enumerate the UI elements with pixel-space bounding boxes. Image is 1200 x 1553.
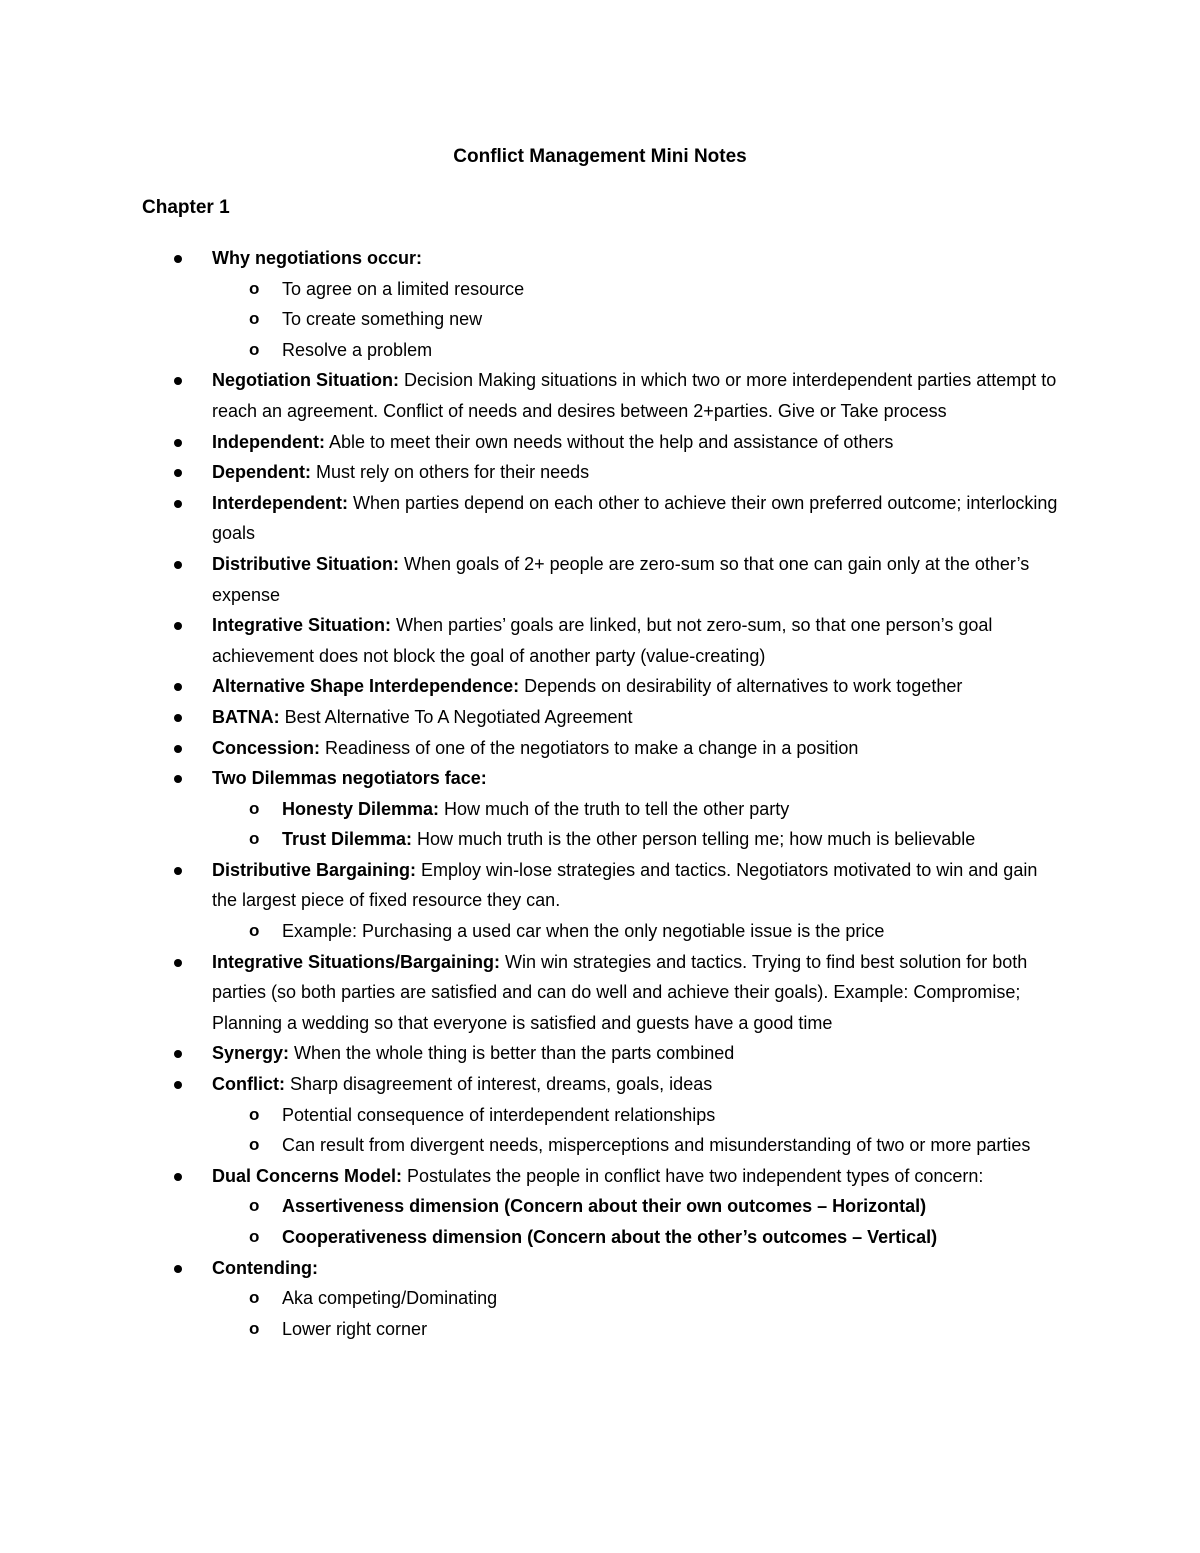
bullet-icon [174,1173,182,1181]
bullet-icon [174,500,182,508]
list-item: Dependent: Must rely on others for their needs [0,457,1062,488]
bullet-icon [174,683,182,691]
sub-bullet-icon: o [249,309,260,329]
list-item: Why negotiations occur: [0,243,1062,274]
sub-bullet-icon: o [249,829,260,849]
sub-bullet-icon: o [249,921,260,941]
sub-bullet-icon: o [249,1196,260,1216]
list-item: Alternative Shape Interdependence: Depends on desirability of alternatives to work together [0,671,1062,702]
sub-list-item: o Aka competing/Dominating [0,1283,1062,1314]
sub-list-item: o Resolve a problem [0,335,1062,366]
sub-list-item: o Can result from divergent needs, misperceptions and misunderstanding of two or more parties [0,1130,1062,1161]
sub-bullet-icon: o [249,1104,260,1124]
sub-list-item: o Assertiveness dimension (Concern about their own outcomes – Horizontal) [0,1191,1062,1222]
sub-list-item: o To agree on a limited resource [0,274,1062,305]
sub-list-item: o To create something new [0,304,1062,335]
bullet-icon [174,561,182,569]
bullet-icon [174,469,182,477]
bullet-icon [174,1081,182,1089]
list-item: Distributive Bargaining: Employ win-lose strategies and tactics. Negotiators motivated to win and gain the largest piece of fixed resource they can. [0,855,1062,916]
sub-list-item: o Lower right corner [0,1314,1062,1345]
document-title: Conflict Management Mini Notes [453,146,747,167]
bullet-icon [174,1050,182,1058]
bullet-icon [174,714,182,722]
sub-bullet-icon: o [249,278,260,298]
sub-bullet-icon: o [249,1318,260,1338]
list-item: Conflict: Sharp disagreement of interest, dreams, goals, ideas [0,1069,1062,1100]
bullet-icon [174,1265,182,1273]
bullet-icon [174,622,182,630]
list-item: Negotiation Situation: Decision Making situations in which two or more interdependent parties attempt to reach an agreement. Conflict of needs and desires between 2+parties. Give or Take process [0,365,1062,426]
bullet-icon [174,439,182,447]
bullet-icon [174,775,182,783]
sub-list-item: o Potential consequence of interdependent relationships [0,1100,1062,1131]
sub-bullet-icon: o [249,798,260,818]
list-item: Integrative Situations/Bargaining: Win win strategies and tactics. Trying to find best solution for both parties (so both parties are satisfied and can do well and achieve their goals). Example: Compromise; Planning a wedding so that everyone is satisfied and guests have a good time [0,947,1062,1039]
sub-bullet-icon: o [249,1135,260,1155]
list-item: Interdependent: When parties depend on each other to achieve their own preferred outcome; interlocking goals [0,488,1062,549]
list-item: Contending: [0,1253,1062,1284]
sub-list-item: o Example: Purchasing a used car when the only negotiable issue is the price [0,916,1062,947]
list-item: BATNA: Best Alternative To A Negotiated Agreement [0,702,1062,733]
list-item: Concession: Readiness of one of the negotiators to make a change in a position [0,733,1062,764]
sub-list-item: o Cooperativeness dimension (Concern about the other’s outcomes – Vertical) [0,1222,1062,1253]
sub-list-item: o Honesty Dilemma: How much of the truth to tell the other party [0,794,1062,825]
notes-list [0,243,1200,1344]
bullet-icon [174,377,182,385]
list-item: Integrative Situation: When parties’ goals are linked, but not zero-sum, so that one person’s goal achievement does not block the goal of another party (value-creating) [0,610,1062,671]
sub-list-item: o Trust Dilemma: How much truth is the other person telling me; how much is believable [0,824,1062,855]
list-item: Distributive Situation: When goals of 2+ people are zero-sum so that one can gain only at the other’s expense [0,549,1062,610]
sub-bullet-icon: o [249,1288,260,1308]
list-item: Synergy: When the whole thing is better than the parts combined [0,1038,1062,1069]
list-item: Two Dilemmas negotiators face: [0,763,1062,794]
list-item: Dual Concerns Model: Postulates the people in conflict have two independent types of concern: [0,1161,1062,1192]
sub-bullet-icon: o [249,339,260,359]
bullet-icon [174,867,182,875]
bullet-icon [174,255,182,263]
bullet-icon [174,959,182,967]
sub-bullet-icon: o [249,1227,260,1246]
list-item: Independent: Able to meet their own needs without the help and assistance of others [0,427,1062,458]
chapter-heading: Chapter 1 [142,197,230,218]
bullet-icon [174,745,182,753]
